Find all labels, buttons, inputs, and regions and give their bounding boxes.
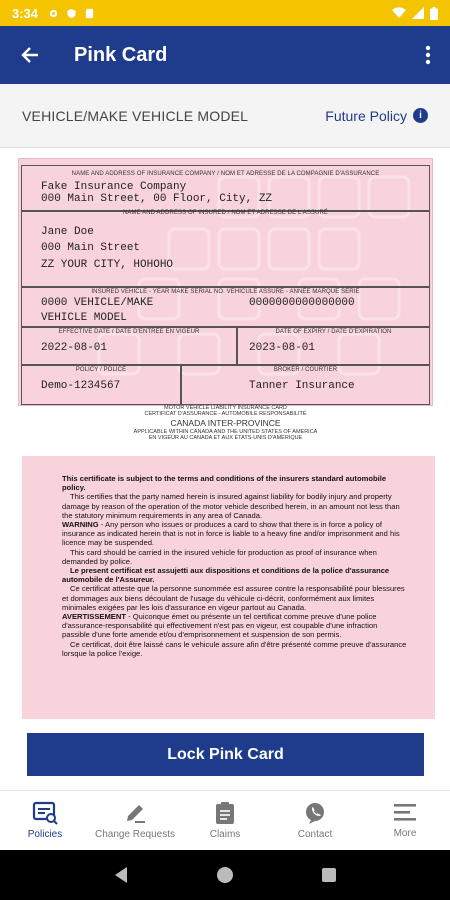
recents-square-icon[interactable] <box>321 867 337 883</box>
nav-contact-label: Contact <box>297 829 333 840</box>
sd-card-icon <box>84 8 95 19</box>
nav-policies[interactable] <box>0 791 90 850</box>
terms-p8: Ce certificat, doit être laissé cans le vehicule assure afin d'être présenté comme preuve d'assurance lorsque la police l'exige. <box>62 639 407 658</box>
vehicle-serial: 0000000000000000 <box>249 297 355 309</box>
vehicle-name: VEHICLE/MAKE VEHICLE MODEL <box>22 107 249 124</box>
insurer-label: NAME AND ADDRESS OF INSURANCE COMPANY / NOM ET ADRESSE DE LA COMPAGNIE D'ASSURANCE <box>71 171 380 177</box>
expiry-label: DATE OF EXPIRY / DATE D'EXPIRATION <box>275 329 392 335</box>
menu-icon <box>393 802 417 824</box>
policy-subheader <box>0 84 450 148</box>
terms-p5: Le present certificat est assujetti aux dispositions et conditions de la police d'assurance automobile de l'Assureur. <box>62 566 390 585</box>
info-icon[interactable]: i <box>413 108 428 123</box>
battery-icon <box>430 7 438 20</box>
insured-label: NAME AND ADDRESS OF INSURED / NOM ET ADRESSE DE L'ASSURÉ <box>122 210 328 216</box>
clock: 3:34 <box>12 5 39 21</box>
nav-more-label: More <box>393 828 417 839</box>
terms-p6: Ce certificat atteste que la personne sunommée est assuree contre la responsabilité pour blessures et dommages aux biens découlant de l'usage du véhicule ci-décrit, conformément aux limites minimales exigées par les lois d'assurance en vigeur partout au Canada. <box>62 584 405 612</box>
pink-card <box>18 158 433 406</box>
future-policy-label: Future Policy <box>325 107 407 124</box>
nav-policies-label: Policies <box>27 829 63 840</box>
policy-label: POLICY / POLICE <box>75 367 127 373</box>
vehicle-label: INSURED VEHICLE - YEAR MAKE SERIAL NO. VEHICULE ASSURÉ - ANNÉE MARQUE SÉRIE <box>91 289 360 295</box>
effective-label: EFFECTIVE DATE / DATE D'ENTRÉE EN VIGEUR <box>58 329 200 335</box>
terms-avert-head: AVERTISSEMENT <box>62 612 126 622</box>
broker-label: BROKER / COURTIER <box>273 367 338 373</box>
terms-warning-text: - Any person who issues or produces a card to show that there is in force a policy of insurance as indicated herein that is not in force is liable to a heavy fine and/or imprisonment and his licence may be suspended. <box>62 520 400 548</box>
insurer-address: 000 Main Street, 00 Floor, City, ZZ <box>41 193 273 205</box>
arrow-back-icon <box>20 45 40 65</box>
nav-change-requests[interactable] <box>90 791 180 850</box>
terms-p4: This card should be carried in the insured vehicle for production as proof of insurance when demanded by police. <box>62 547 377 566</box>
card-footer-line5: EN VIGEUR AU CANADA ET AUX ÉTATS-UNIS D'AMÉRIQUE <box>148 435 303 441</box>
gear-icon <box>48 8 59 19</box>
back-triangle-icon[interactable] <box>113 866 129 884</box>
app-bar <box>0 26 450 84</box>
policies-icon <box>32 801 58 825</box>
terms-warning-head: WARNING <box>62 520 99 530</box>
insured-city: ZZ YOUR CITY, HOHOHO <box>41 259 174 271</box>
back-button[interactable] <box>0 26 60 84</box>
card-footer-line2: CERTIFICAT D'ASSURANCE - AUTOMOBILE RESPONSABILITÉ <box>144 411 307 417</box>
shield-icon <box>66 8 77 19</box>
edit-icon <box>123 801 147 825</box>
future-policy-badge[interactable] <box>325 108 428 124</box>
terms-p3 <box>62 520 407 548</box>
card-footer-line4: APPLICABLE WITHIN CANADA AND THE UNITED STATES OF AMERICA <box>133 429 318 435</box>
vehicle-make: 0000 VEHICLE/MAKE <box>41 297 154 309</box>
nav-more[interactable] <box>360 791 450 850</box>
broker-name: Tanner Insurance <box>249 380 355 392</box>
system-nav-bar <box>0 850 450 900</box>
lock-pink-card-button[interactable]: Lock Pink Card <box>27 733 424 776</box>
policy-number: Demo-1234567 <box>41 380 121 392</box>
expiry-date: 2023-08-01 <box>249 342 316 354</box>
status-bar <box>0 0 450 26</box>
nav-claims-label: Claims <box>209 829 241 840</box>
nav-contact[interactable] <box>270 791 360 850</box>
card-footer-line1: MOTOR VEHICLE LIABILITY INSURANCE CARD <box>164 405 287 411</box>
overflow-menu-button[interactable] <box>406 26 450 84</box>
more-vert-icon <box>425 45 431 65</box>
card-terms <box>22 456 435 719</box>
terms-p7 <box>62 612 407 640</box>
clipboard-icon <box>214 801 236 825</box>
card-footer <box>18 405 433 441</box>
terms-p2: This certifies that the party named herein is insured against liability for bodily injury and property damage by reason of the operation of the motor vehicle described herein, in an amount not less than the statutory minimum requirements in any area of Canada. <box>62 492 400 520</box>
page-title: Pink Card <box>74 43 168 66</box>
home-circle-icon[interactable] <box>216 866 234 884</box>
effective-date: 2022-08-01 <box>41 342 108 354</box>
vehicle-model: VEHICLE MODEL <box>41 312 127 324</box>
contact-icon <box>303 801 327 825</box>
insured-street: 000 Main Street <box>41 242 141 254</box>
bottom-nav <box>0 790 450 850</box>
wifi-icon <box>392 7 406 19</box>
terms-avert-text: - Quiconque émet ou présente un tel certificat comme preuve d'une police d'assurance-responsabilité qui effectivement n'est pas en vigeur, est coupable d'une infraction passible d'une forte amende et/ou d'emprisonnement et suspension de son permis. <box>62 612 378 640</box>
terms-p1: This certificate is subject to the terms and conditions of the insurers standard automobile policy. <box>62 474 387 493</box>
nav-change-requests-label: Change Requests <box>94 829 176 840</box>
signal-icon <box>412 7 424 19</box>
insured-name: Jane Doe <box>41 226 94 238</box>
nav-claims[interactable] <box>180 791 270 850</box>
card-footer-line3: CANADA INTER-PROVINCE <box>170 418 281 428</box>
insurer-name: Fake Insurance Company <box>41 181 187 193</box>
